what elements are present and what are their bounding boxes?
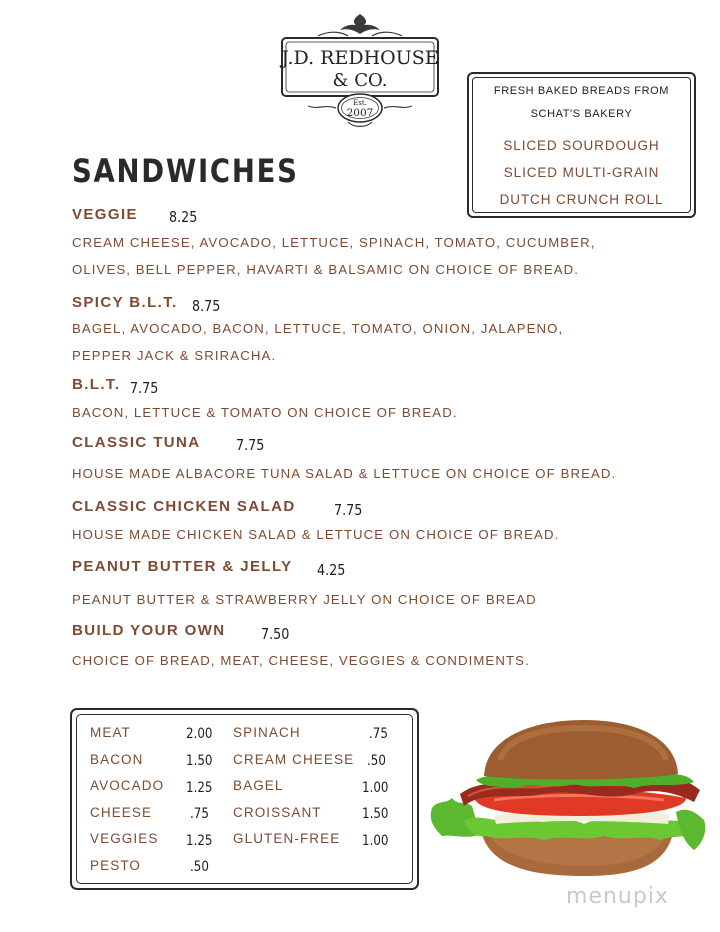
- item-desc-spicy-blt: PEPPER JACK & SRIRACHA.: [72, 348, 277, 363]
- logo-line2: & CO.: [332, 70, 388, 91]
- jd-redhouse-logo: [278, 12, 442, 130]
- addon-price: 1.00: [362, 833, 389, 849]
- item-desc-veggie: OLIVES, BELL PEPPER, HAVARTI & BALSAMIC ON CHOICE OF BREAD.: [72, 262, 580, 277]
- menupix-watermark: menupix: [566, 884, 669, 909]
- item-desc-blt: BACON, LETTUCE & TOMATO ON CHOICE OF BREAD.: [72, 405, 458, 420]
- addon-name: SPINACH: [233, 725, 301, 740]
- item-price-chicken-salad: 7.75: [334, 501, 363, 519]
- item-price-veggie: 8.25: [169, 208, 198, 226]
- addon-price: 1.50: [362, 806, 389, 822]
- item-desc-build-your-own: CHOICE OF BREAD, MEAT, CHEESE, VEGGIES & CONDIMENTS.: [72, 653, 530, 668]
- addon-price: 1.25: [186, 833, 213, 849]
- item-name-blt: B.L.T.: [72, 376, 121, 393]
- bread-item: SLICED MULTI-GRAIN: [503, 165, 660, 180]
- addon-name: CHEESE: [90, 805, 153, 820]
- bread-heading-line2: SCHAT'S BAKERY: [530, 108, 633, 120]
- bread-item: SLICED SOURDOUGH: [503, 138, 660, 153]
- addon-name: GLUTEN-FREE: [233, 831, 341, 846]
- addon-name: CREAM CHEESE: [233, 752, 355, 767]
- item-price-classic-tuna: 7.75: [236, 436, 265, 454]
- item-price-blt: 7.75: [130, 379, 159, 397]
- addon-name: VEGGIES: [90, 831, 159, 846]
- item-price-pbj: 4.25: [317, 561, 346, 579]
- section-title: SANDWICHES: [72, 152, 299, 190]
- bread-options-box: [467, 72, 696, 218]
- bread-heading-line1: FRESH BAKED BREADS FROM: [493, 85, 670, 97]
- addon-price: .50: [190, 859, 209, 875]
- logo-est: Est.: [353, 99, 367, 107]
- addon-price: 1.25: [186, 780, 213, 796]
- item-name-veggie: VEGGIE: [72, 206, 138, 223]
- addon-name: CROISSANT: [233, 805, 322, 820]
- item-name-spicy-blt: SPICY B.L.T.: [72, 294, 178, 311]
- bread-item: DUTCH CRUNCH ROLL: [499, 192, 664, 207]
- sandwich-image: [424, 716, 710, 880]
- addon-price: 1.50: [186, 753, 213, 769]
- item-price-spicy-blt: 8.75: [192, 297, 221, 315]
- item-price-build-your-own: 7.50: [261, 625, 290, 643]
- addon-name: BACON: [90, 752, 144, 767]
- item-desc-pbj: PEANUT BUTTER & STRAWBERRY JELLY ON CHOICE OF BREAD: [72, 592, 537, 607]
- addon-name: MEAT: [90, 725, 131, 740]
- logo-year: 2007: [346, 107, 374, 119]
- item-desc-veggie: CREAM CHEESE, AVOCADO, LETTUCE, SPINACH, TOMATO, CUCUMBER,: [72, 235, 596, 250]
- addon-price: .50: [367, 753, 386, 769]
- addon-price: .75: [190, 806, 209, 822]
- item-name-chicken-salad: CLASSIC CHICKEN SALAD: [72, 498, 296, 515]
- addon-price: 1.00: [362, 780, 389, 796]
- item-name-classic-tuna: CLASSIC TUNA: [72, 434, 201, 451]
- addons-box: [70, 708, 419, 890]
- item-desc-spicy-blt: BAGEL, AVOCADO, BACON, LETTUCE, TOMATO, ONION, JALAPENO,: [72, 321, 564, 336]
- addon-price: .75: [369, 726, 388, 742]
- addon-name: BAGEL: [233, 778, 284, 793]
- addon-price: 2.00: [186, 726, 213, 742]
- item-name-build-your-own: BUILD YOUR OWN: [72, 622, 226, 639]
- item-desc-chicken-salad: HOUSE MADE CHICKEN SALAD & LETTUCE ON CHOICE OF BREAD.: [72, 527, 560, 542]
- addon-name: PESTO: [90, 858, 142, 873]
- logo-line1: J.D. REDHOUSE: [281, 47, 439, 69]
- item-name-pbj: PEANUT BUTTER & JELLY: [72, 558, 293, 575]
- addon-name: AVOCADO: [90, 778, 165, 793]
- item-desc-classic-tuna: HOUSE MADE ALBACORE TUNA SALAD & LETTUCE ON CHOICE OF BREAD.: [72, 466, 617, 481]
